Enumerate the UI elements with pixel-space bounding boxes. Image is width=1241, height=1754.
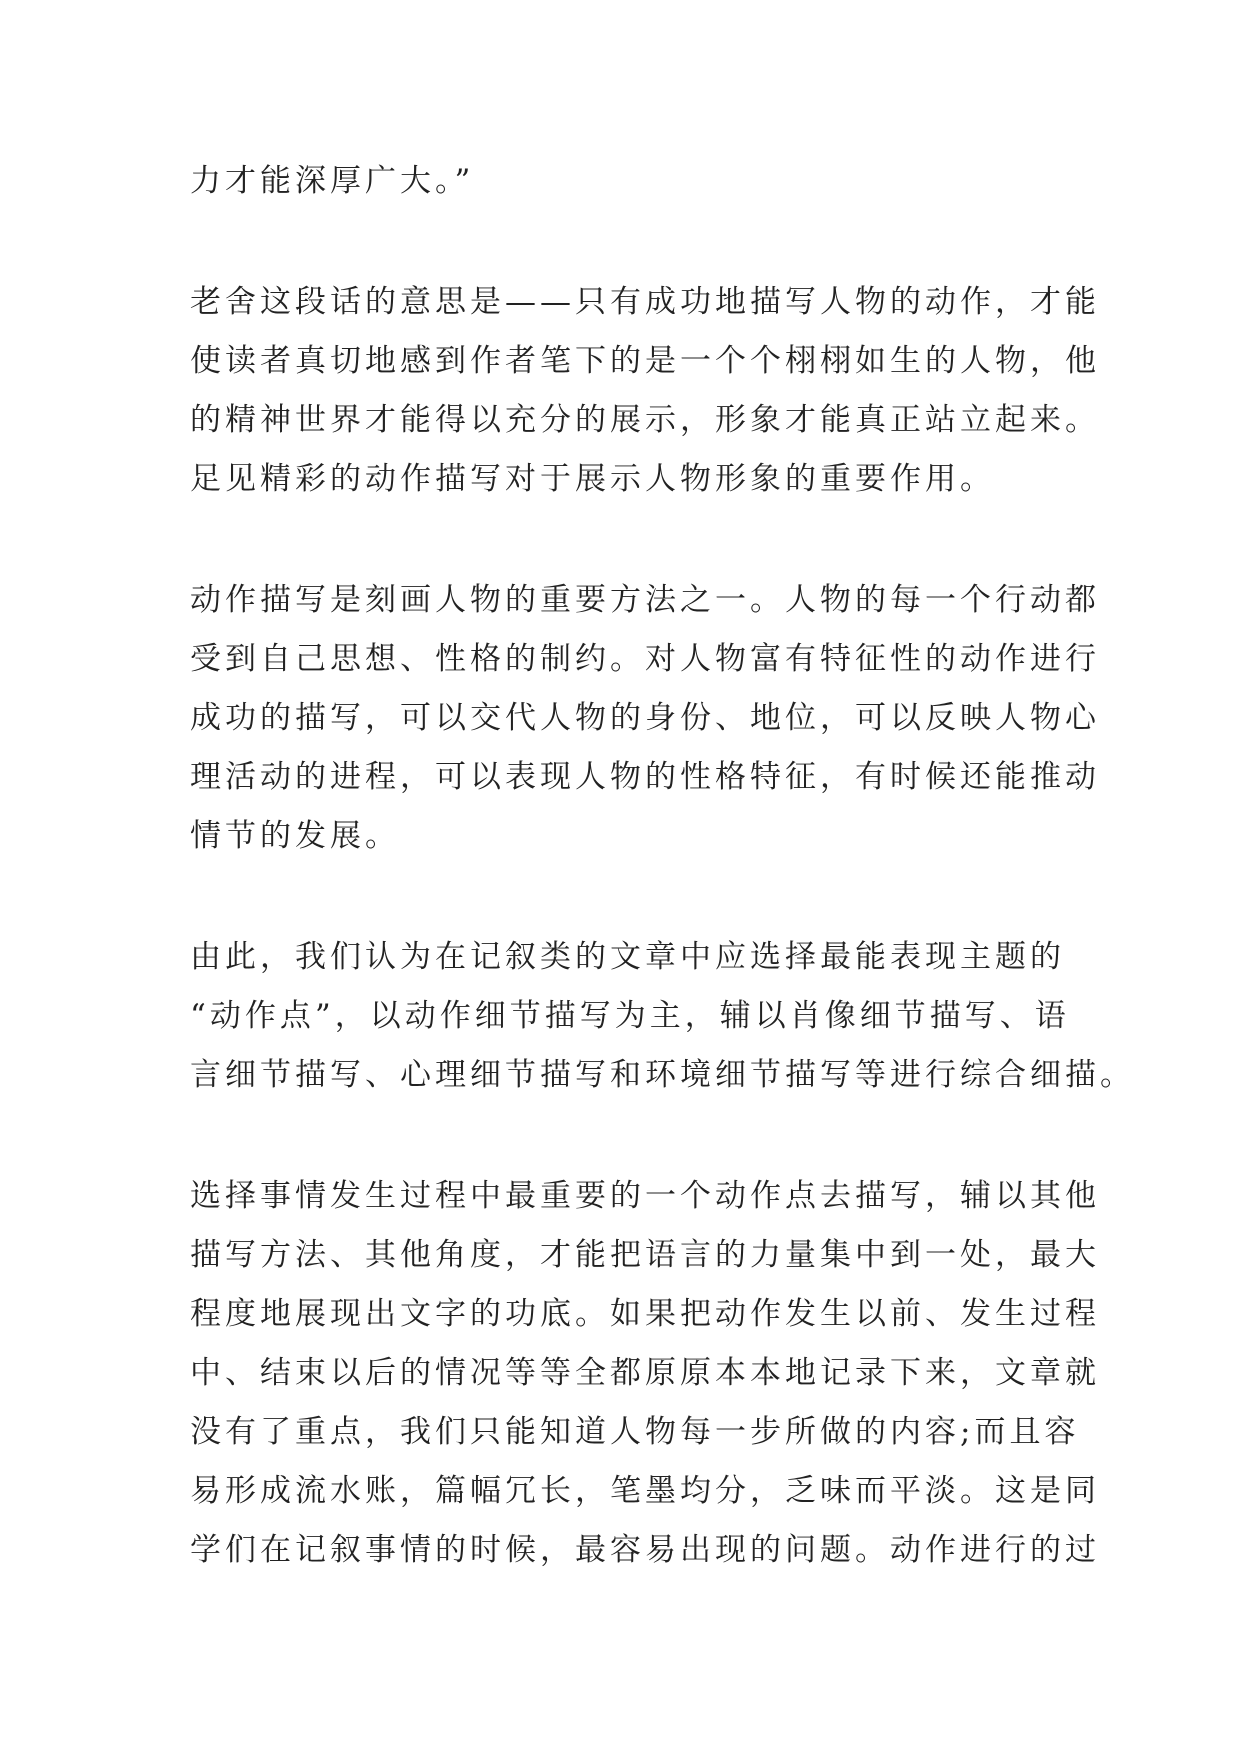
text-line: 动作描写是刻画人物的重要方法之一。人物的每一个行动都 xyxy=(190,582,1100,618)
paragraph-2 xyxy=(190,273,1100,509)
paragraph-4 xyxy=(190,928,1135,1105)
text-line: 理活动的进程，可以表现人物的性格特征，有时候还能推动 xyxy=(190,759,1100,795)
text-line: 学们在记叙事情的时候，最容易出现的问题。动作进行的过 xyxy=(190,1532,1100,1568)
text-line: 程度地展现出文字的功底。如果把动作发生以前、发生过程 xyxy=(190,1296,1100,1332)
text-line: 受到自己思想、性格的制约。对人物富有特征性的动作进行 xyxy=(190,641,1100,677)
text-line: 的精神世界才能得以充分的展示，形象才能真正站立起来。 xyxy=(190,402,1100,438)
text-line: 由此，我们认为在记叙类的文章中应选择最能表现主题的 xyxy=(190,939,1065,975)
text-line: 选择事情发生过程中最重要的一个动作点去描写，辅以其他 xyxy=(190,1178,1100,1214)
text-line: 情节的发展。 xyxy=(190,818,400,854)
text-line: 成功的描写，可以交代人物的身份、地位，可以反映人物心 xyxy=(190,700,1100,736)
text-line: 力才能深厚广大。” xyxy=(190,163,475,199)
text-line: 言细节描写、心理细节描写和环境细节描写等进行综合细描。 xyxy=(190,1057,1135,1093)
text-line: 中、结束以后的情况等等全都原原本本地记录下来，文章就 xyxy=(190,1355,1100,1391)
text-line: 老舍这段话的意思是——只有成功地描写人物的动作，才能 xyxy=(190,284,1100,320)
text-line: 描写方法、其他角度，才能把语言的力量集中到一处，最大 xyxy=(190,1237,1100,1273)
text-line: 足见精彩的动作描写对于展示人物形象的重要作用。 xyxy=(190,461,995,497)
text-line: 易形成流水账，篇幅冗长，笔墨均分，乏味而平淡。这是同 xyxy=(190,1473,1100,1509)
text-line: 没有了重点，我们只能知道人物每一步所做的内容;而且容 xyxy=(190,1414,1080,1450)
document-body xyxy=(190,152,1135,1642)
paragraph-1 xyxy=(190,152,1060,211)
text-line: 使读者真切地感到作者笔下的是一个个栩栩如生的人物，他 xyxy=(190,343,1100,379)
paragraph-3 xyxy=(190,571,1100,866)
paragraph-5 xyxy=(190,1167,1100,1580)
text-line: “动作点”，以动作细节描写为主，辅以肖像细节描写、语 xyxy=(190,998,1070,1034)
